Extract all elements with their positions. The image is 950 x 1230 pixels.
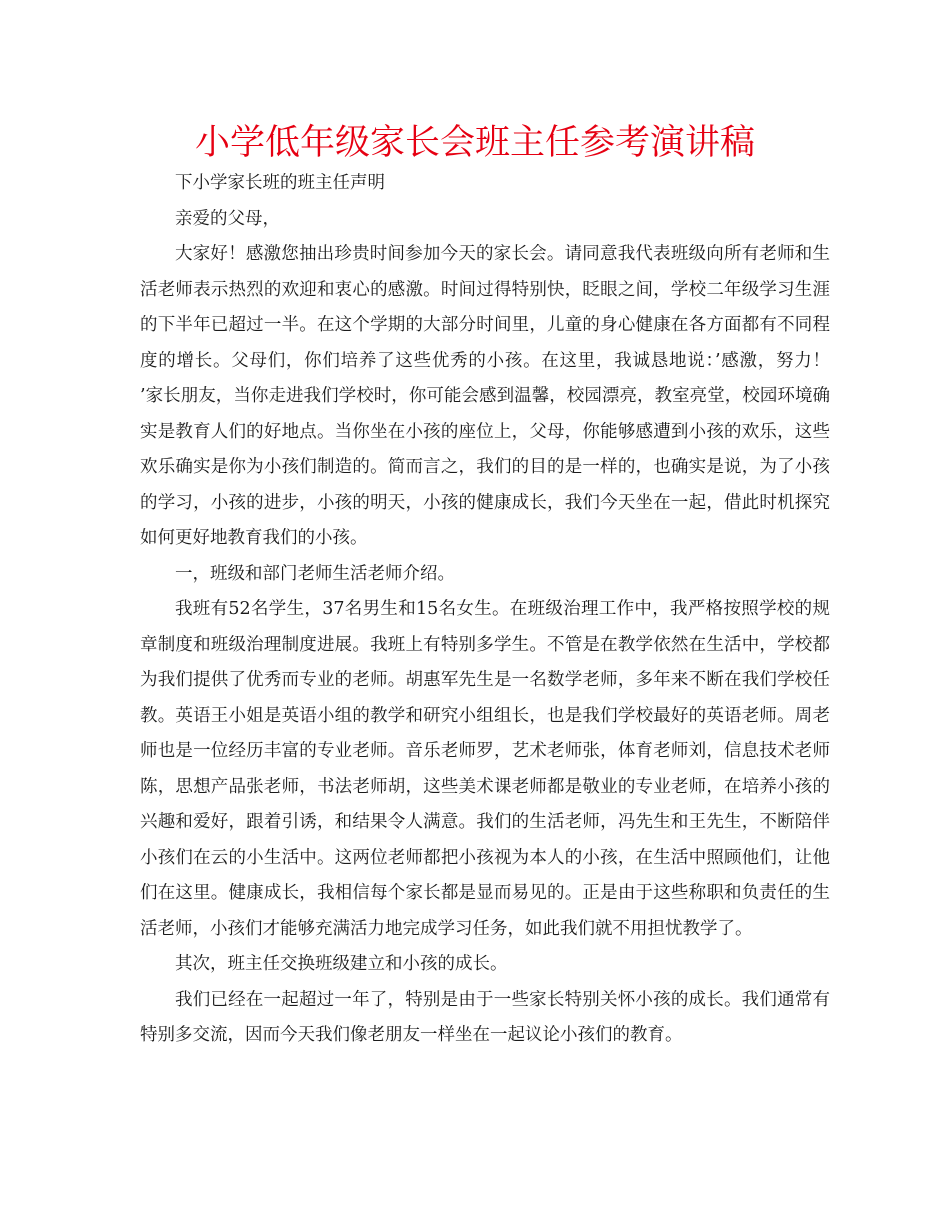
subtitle-paragraph: 下小学家长班的班主任声明 (175, 173, 385, 193)
document-title: 小学低年级家长会班主任参考演讲稿 (194, 123, 755, 163)
salutation-paragraph: 亲爱的父母， (175, 208, 280, 229)
section-heading-teachers: 一，班级和部门老师生活老师介绍。 (175, 563, 455, 584)
opening-paragraph: 大家好！感激您抽出珍贵时间参加今天的家长会。请同意我代表班级向所有老师和生活老师表示热烈的欢迎和衷心的感激。时间过得特别快，眨眼之间，学校二年级学习生涯的下半年已超过一半。在这个学期的大部分时间里，儿童的身心健康在各方面都有不同程度的增长。父母们，你们培养了这些优秀的小孩。在这里，我诚恳地说：’感激，努力！ ’家长朋友，当你走进我们学校时，你可能会感到温馨，校园漂亮，教室亮堂，校园环境确实是教育人们的好地点。当你坐在小孩的座位上，父母，你能够感遭到小孩的欢乐，这些欢乐确实是你为小孩们制造的。简而言之，我们的目的是一样的，也确实是说，为了小孩的学习，小孩的进步，小孩的明天，小孩的健康成长，我们今天坐在一起，借此时机探究如何更好地教育我们的小孩。 (140, 244, 830, 548)
section-heading-class-growth: 其次，班主任交换班级建立和小孩的成长。 (175, 954, 508, 974)
class-growth-paragraph: 我们已经在一起超过一年了，特别是由于一些家长特别关怀小孩的成长。我们通常有特别多交流，因而今天我们像老朋友一样坐在一起议论小孩们的教育。 (140, 989, 830, 1045)
document-body (140, 166, 830, 1054)
teachers-paragraph: 我班有52名学生，37名男生和15名女生。在班级治理工作中，我严格按照学校的规章制度和班级治理制度进展。我班上有特别多学生。不管是在教学依然在生活中，学校都为我们提供了优秀而专业的老师。胡惠军先生是一名数学老师，多年来不断在我们学校任教。英语王小姐是英语小组的教学和研究小组组长，也是我们学校最好的英语老师。周老师也是一位经历丰富的专业老师。音乐老师罗，艺术老师张，体育老师刘，信息技术老师陈，思想产品张老师，书法老师胡，这些美术课老师都是敬业的专业老师，在培养小孩的兴趣和爱好，跟着引诱，和结果令人满意。我们的生活老师，冯先生和王先生，不断陪伴小孩们在云的小生活中。这两位老师都把小孩视为本人的小孩，在生活中照顾他们，让他们在这里。健康成长，我相信每个家长都是显而易见的。正是由于这些称职和负责任的生活老师，小孩们才能够充满活力地完成学习任务，如此我们就不用担忧教学了。 (140, 599, 830, 939)
